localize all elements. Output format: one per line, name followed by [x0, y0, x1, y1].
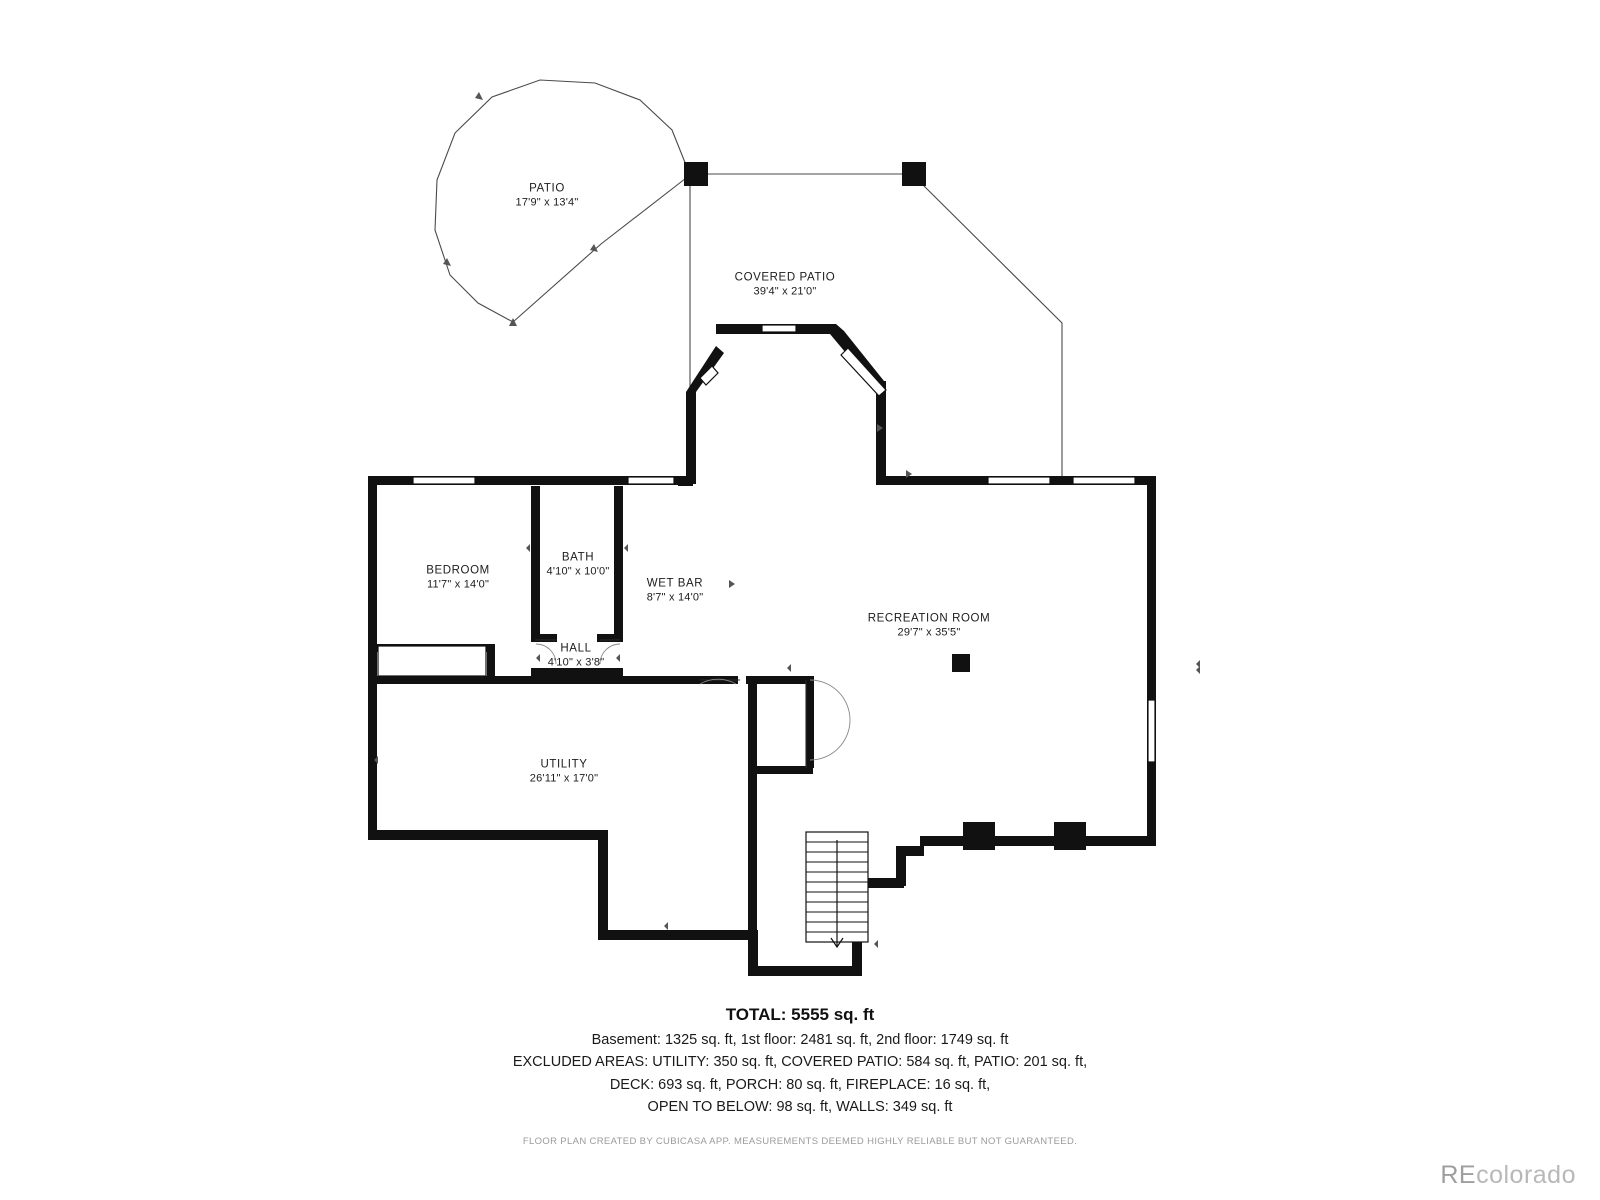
room-dimensions: 26'11" x 17'0": [529, 772, 599, 785]
excluded-areas-line-3: OPEN TO BELOW: 98 sq. ft, WALLS: 349 sq. ft: [647, 1099, 953, 1116]
room-name: HALL: [560, 642, 592, 655]
room-dimensions: 8'7" x 14'0": [646, 591, 704, 604]
logo-suffix: colorado: [1476, 1161, 1576, 1189]
room-dimensions: 4'10" x 10'0": [546, 565, 610, 578]
excluded-areas-line-2: DECK: 693 sq. ft, PORCH: 80 sq. ft, FIREPLACE: 16 sq. ft,: [609, 1076, 991, 1093]
direction-markers: [374, 92, 1200, 948]
room-name: COVERED PATIO: [734, 271, 836, 284]
room-dimensions: 17'9" x 13'4": [515, 196, 579, 209]
logo-prefix: RE: [1440, 1161, 1477, 1189]
patio-outline: [435, 80, 690, 322]
room-name: BEDROOM: [426, 564, 490, 577]
room-name: UTILITY: [540, 758, 588, 771]
room-name: WET BAR: [646, 577, 704, 590]
doors: [535, 640, 806, 768]
area-summary: [0, 1005, 1600, 1119]
total-area-line: TOTAL: 5555 sq. ft: [725, 1005, 875, 1024]
disclaimer-text: FLOOR PLAN CREATED BY CUBICASA APP. MEASUREMENTS DEEMED HIGHLY RELIABLE BUT NOT GUARANTEED.: [522, 1136, 1078, 1147]
room-name: RECREATION ROOM: [867, 612, 991, 625]
closet-counter: [378, 646, 486, 676]
interior-walls: [377, 486, 814, 936]
floor-breakdown-line: Basement: 1325 sq. ft, 1st floor: 2481 sq. ft, 2nd floor: 1749 sq. ft: [591, 1032, 1009, 1048]
staircase: [806, 832, 868, 947]
door-swings: [536, 644, 850, 760]
room-dimensions: 29'7" x 35'5": [897, 626, 961, 639]
room-name: BATH: [561, 551, 595, 564]
room-dimensions: 11'7" x 14'0": [426, 578, 490, 591]
room-dimensions: 39'4" x 21'0": [753, 285, 817, 298]
columns-and-fixtures: [952, 654, 1086, 850]
recolorado-logo: [1440, 1161, 1576, 1190]
excluded-areas-line-1: EXCLUDED AREAS: UTILITY: 350 sq. ft, COVERED PATIO: 584 sq. ft, PATIO: 201 sq. ft,: [512, 1054, 1088, 1071]
room-name: PATIO: [529, 182, 565, 195]
room-dimensions: 4'10" x 3'8": [547, 656, 605, 669]
windows: [413, 325, 1155, 762]
